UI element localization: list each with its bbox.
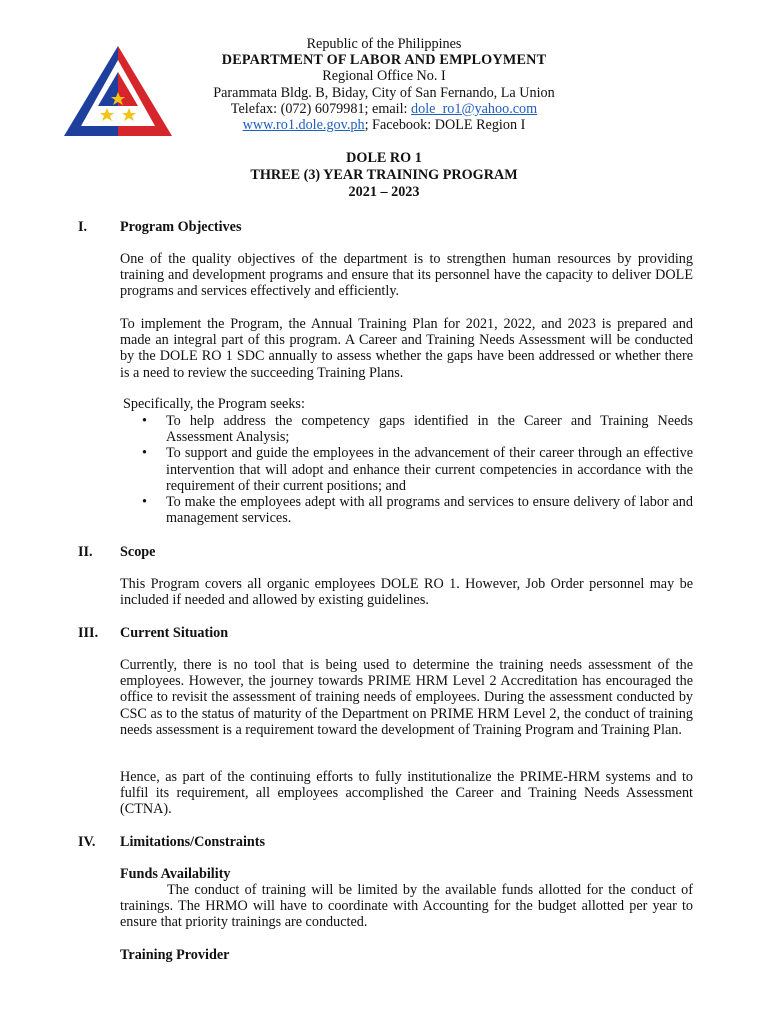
title-line-2: THREE (3) YEAR TRAINING PROGRAM (250, 167, 518, 183)
republic-line: Republic of the Philippines (306, 36, 462, 52)
address-line: Parammata Bldg. B, Biday, City of San Fernando, La Union (213, 84, 555, 101)
section-heading-3 (78, 625, 228, 642)
list-item (142, 413, 693, 445)
web-line (180, 117, 588, 133)
contact-line (180, 101, 588, 117)
title-line-3: 2021 – 2023 (348, 184, 420, 200)
paragraph: Currently, there is no tool that is being used to determine the training needs assessment of the employees. However, the journey towards PRIME HRM Level 2 Accreditation has encouraged the office to revisit the assessment of training needs of employees. During the assessment conducted by CSC as to the status of maturity of the Department on PRIME HRM Level 2, the conduct of training needs assessment is a requirement toward the development of Training Program and Training Plan. (120, 657, 693, 738)
list-item-text: To support and guide the employees in the advancement of their career through an effective intervention that will adopt and enhance their current competencies in accordance with the requirement of their current positions; and (166, 445, 693, 494)
contact-prefix: Telefax: (072) 6079981; email: (230, 100, 412, 117)
office-line: Regional Office No. I (322, 68, 446, 85)
website-link[interactable]: www.ro1.dole.gov.ph (242, 117, 365, 134)
title-line-1: DOLE RO 1 (346, 150, 422, 166)
paragraph: Specifically, the Program seeks: (123, 396, 305, 412)
section-heading-1 (78, 219, 241, 236)
email-link[interactable]: dole_ro1@yahoo.com (411, 100, 538, 117)
list-item (142, 445, 693, 494)
section-title: Scope (120, 544, 156, 560)
objectives-list (142, 413, 693, 526)
dole-logo (62, 42, 174, 138)
department-name: DEPARTMENT OF LABOR AND EMPLOYMENT (221, 52, 547, 69)
bullet-icon: • (142, 413, 147, 429)
letterhead (180, 36, 588, 133)
subheading-funds: Funds Availability (120, 866, 231, 882)
section-heading-2 (78, 544, 155, 561)
list-item-text: To help address the competency gaps identified in the Career and Training Needs Assessment Analysis; (166, 413, 693, 446)
paragraph: Hence, as part of the continuing efforts to fully institutionalize the PRIME-HRM systems and to fulfil its requirement, all employees accomplished the Career and Training Needs Assessment (CTNA). (120, 769, 693, 818)
subheading-provider: Training Provider (120, 947, 230, 963)
list-item (142, 494, 693, 526)
section-number: III. (78, 625, 99, 641)
list-item-text: To make the employees adept with all programs and services to ensure delivery of labor and management services. (166, 494, 693, 527)
bullet-icon: • (142, 494, 147, 511)
section-number: II. (78, 544, 93, 560)
section-title: Current Situation (120, 625, 229, 641)
section-number: IV. (78, 834, 96, 850)
document-title (180, 150, 588, 201)
paragraph: One of the quality objectives of the department is to strengthen human resources by providing training and development programs and ensure that its personnel have the capacity to deliver DOLE programs and services effectively and efficiently. (120, 251, 693, 300)
section-heading-4 (78, 834, 265, 851)
paragraph: To implement the Program, the Annual Training Plan for 2021, 2022, and 2023 is prepared and made an integral part of this program. A Career and Training Needs Assessment will be conducted by the DOLE RO 1 SDC annually to assess whether the gaps have been addressed or whether there is a need to review the succeeding Training Plans. (120, 316, 693, 381)
section-title: Program Objectives (120, 219, 242, 235)
bullet-icon: • (142, 445, 147, 462)
section-number: I. (78, 219, 88, 235)
paragraph: This Program covers all organic employees DOLE RO 1. However, Job Order personnel may be included if needed and allowed by existing guidelines. (120, 576, 693, 609)
paragraph: The conduct of training will be limited by the available funds allotted for the conduct of trainings. The HRMO will have to coordinate with Accounting for the budget allotted per year to ensure that priority trainings are conducted. (120, 882, 693, 931)
facebook-text: ; Facebook: DOLE Region I (364, 117, 526, 134)
section-title: Limitations/Constraints (120, 834, 266, 850)
